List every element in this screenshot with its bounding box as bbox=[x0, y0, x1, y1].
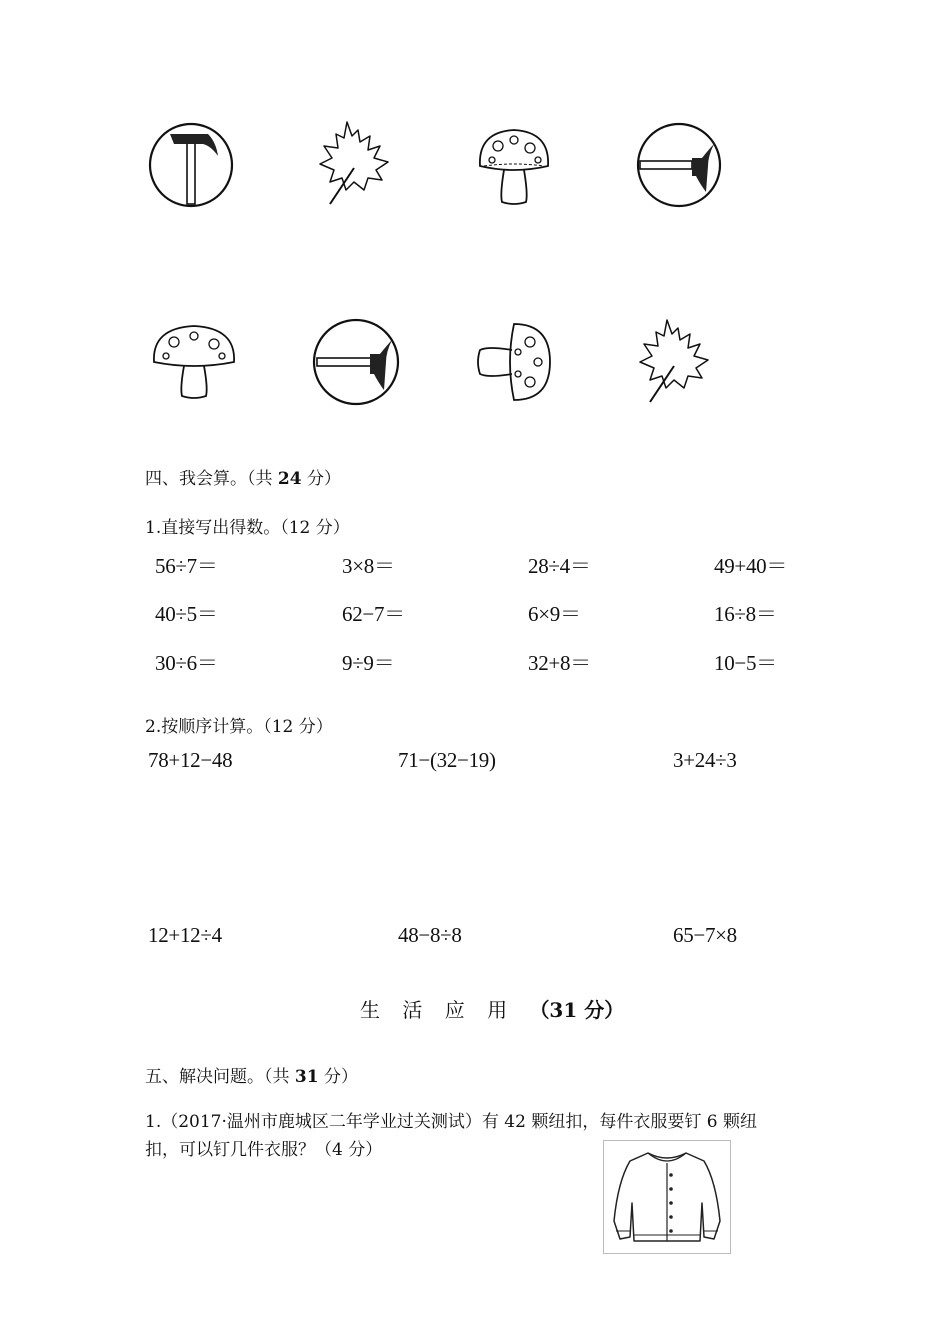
maple-leaf-figure bbox=[312, 120, 402, 210]
mental-math-item: 28÷4＝ bbox=[528, 554, 591, 578]
life-section-label: 生 活 应 用 bbox=[360, 998, 516, 1022]
order-calc-item: 48−8÷8 bbox=[398, 923, 462, 947]
mental-math-item: 40÷5＝ bbox=[155, 602, 218, 626]
q1-title: 1.直接写出得数。（12 分） bbox=[145, 518, 350, 538]
mental-math-item: 62−7＝ bbox=[342, 602, 405, 626]
mental-math-item: 9÷9＝ bbox=[342, 651, 395, 675]
section4-title-suffix: 分） bbox=[301, 469, 341, 489]
life-section-title bbox=[360, 994, 624, 1023]
hammer-circle-rotated-figure bbox=[312, 318, 400, 406]
life-section-points: （31 分） bbox=[529, 998, 625, 1022]
mental-math-item: 6×9＝ bbox=[528, 602, 581, 626]
mushroom-figure bbox=[474, 124, 554, 208]
mental-math-item: 10−5＝ bbox=[714, 651, 777, 675]
mental-math-item: 30÷6＝ bbox=[155, 651, 218, 675]
problem-1-line: 扣，可以钉几件衣服？（4 分） bbox=[145, 1140, 383, 1160]
section4-points: 24 bbox=[277, 469, 302, 489]
section5-points: 31 bbox=[294, 1067, 319, 1087]
mental-math-item: 32+8＝ bbox=[528, 651, 591, 675]
sweater-image bbox=[603, 1140, 731, 1254]
order-calc-item: 12+12÷4 bbox=[148, 923, 222, 947]
problem-1-line: 1.（2017·温州市鹿城区二年学业过关测试）有 42 颗纽扣，每件衣服要钉 6 颗纽 bbox=[145, 1112, 757, 1132]
order-calc-item: 3+24÷3 bbox=[673, 748, 737, 772]
mushroom-figure bbox=[150, 322, 238, 402]
section5-title bbox=[145, 1062, 358, 1087]
order-calc-item: 71−(32−19) bbox=[398, 748, 496, 772]
section4-title-prefix: 四、我会算。（共 bbox=[145, 469, 278, 489]
mushroom-rotated-figure bbox=[474, 322, 554, 402]
order-calc-item: 65−7×8 bbox=[673, 923, 737, 947]
hammer-circle-figure bbox=[148, 122, 234, 208]
mental-math-item: 49+40＝ bbox=[714, 554, 788, 578]
section5-title-prefix: 五、解决问题。（共 bbox=[145, 1067, 295, 1087]
section5-title-suffix: 分） bbox=[318, 1067, 358, 1087]
hammer-circle-rotated-figure bbox=[636, 122, 722, 208]
mental-math-item: 3×8＝ bbox=[342, 554, 395, 578]
order-calc-item: 78+12−48 bbox=[148, 748, 233, 772]
maple-leaf-figure bbox=[632, 318, 722, 408]
mental-math-item: 56÷7＝ bbox=[155, 554, 218, 578]
mental-math-item: 16÷8＝ bbox=[714, 602, 777, 626]
section4-title bbox=[145, 464, 341, 489]
q2-title: 2.按顺序计算。（12 分） bbox=[145, 717, 333, 737]
